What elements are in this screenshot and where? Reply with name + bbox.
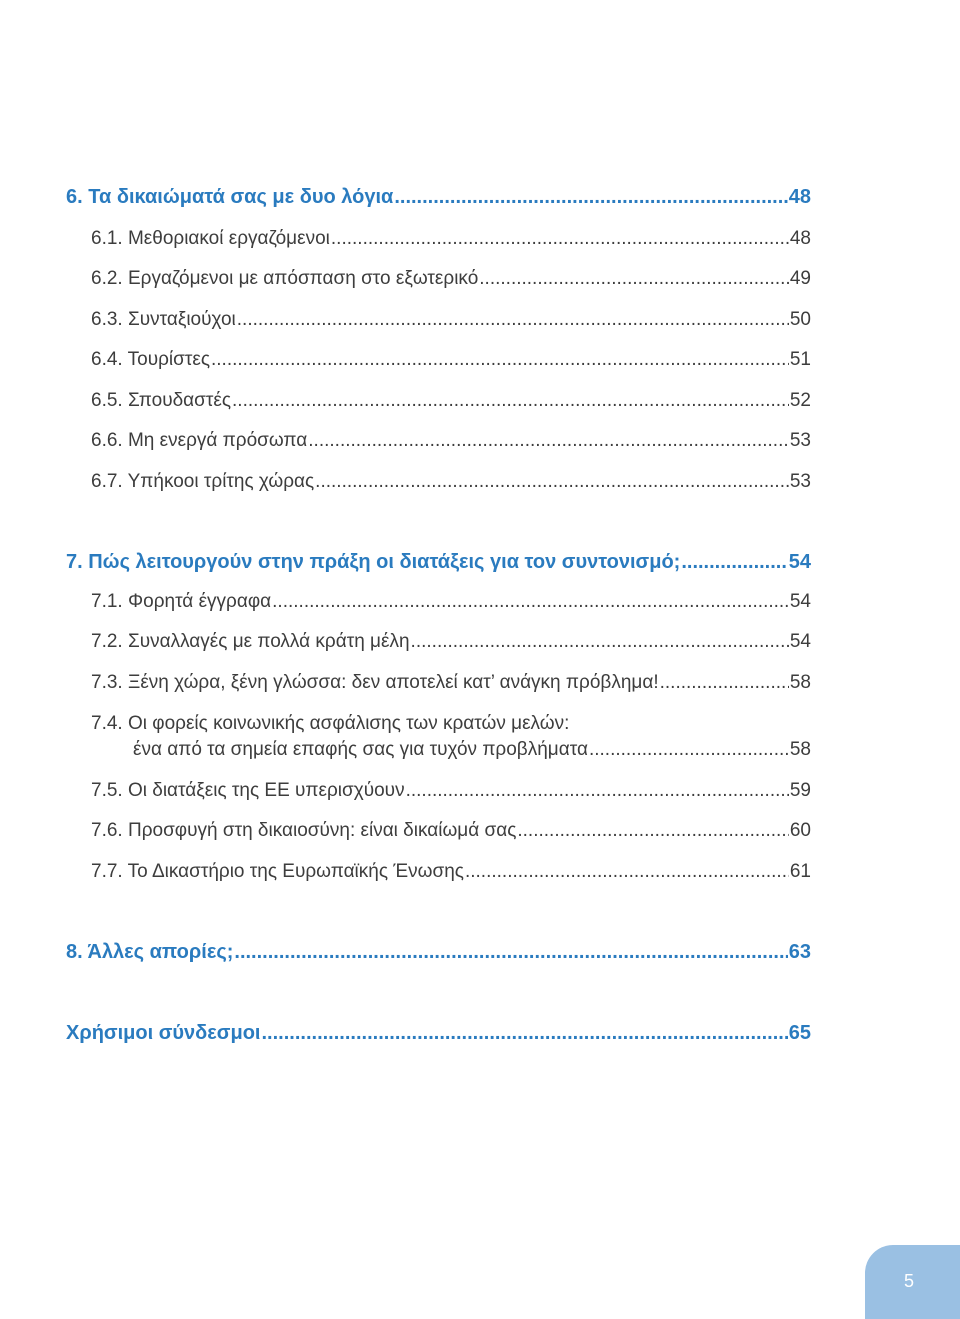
toc-page-number: 50 — [789, 309, 811, 330]
dot-leader — [232, 390, 789, 412]
toc-page-number: 48 — [788, 186, 811, 208]
page-number: 5 — [904, 1271, 915, 1291]
toc-page-number: 54 — [789, 591, 811, 612]
toc-item[interactable] — [91, 430, 811, 452]
toc-chapter-8[interactable] — [66, 941, 811, 964]
dot-leader — [517, 820, 788, 842]
toc-item-label: 6.7. Υπήκοοι τρίτης χώρας — [91, 471, 315, 492]
dot-leader — [211, 349, 789, 371]
toc-chapter-6[interactable] — [66, 186, 811, 209]
toc-item-label: 6.6. Μη ενεργά πρόσωπα — [91, 430, 308, 451]
toc-item-label: 7.3. Ξένη χώρα, ξένη γλώσσα: δεν αποτελεί κατ’ ανάγκη πρόβλημα! — [91, 672, 659, 693]
toc-page-number: 49 — [789, 268, 811, 289]
toc-item-label: 6.5. Σπουδαστές — [91, 390, 232, 411]
toc-page-number: 58 — [789, 739, 811, 760]
dot-leader — [589, 739, 789, 761]
toc-item[interactable] — [91, 672, 811, 694]
toc-item-label: 7.1. Φορητά έγγραφα — [91, 591, 272, 612]
toc-item[interactable] — [91, 591, 811, 613]
dot-leader — [394, 186, 787, 209]
toc-chapter-label: 7. Πώς λειτουργούν στην πράξη οι διατάξεις για τον συντονισμό; — [66, 551, 681, 573]
toc-item-label: 6.4. Τουρίστες — [91, 349, 210, 370]
dot-leader — [331, 228, 789, 250]
toc-page-number: 54 — [789, 631, 811, 652]
toc-page-number: 59 — [789, 780, 811, 801]
toc-item-label: 6.3. Συνταξιούχοι — [91, 309, 236, 330]
toc-page-number: 63 — [788, 941, 811, 963]
toc-page-number: 60 — [789, 820, 811, 841]
toc-item[interactable] — [91, 268, 811, 290]
dot-leader — [315, 471, 789, 493]
toc-item-label: 6.2. Εργαζόμενοι με απόσπαση στο εξωτερικό — [91, 268, 479, 289]
toc-item-label: 7.5. Οι διατάξεις της ΕΕ υπερισχύουν — [91, 780, 405, 801]
toc-page-number: 65 — [788, 1022, 811, 1044]
toc-item-label: 7.2. Συναλλαγές με πολλά κράτη μέλη — [91, 631, 410, 652]
dot-leader — [234, 941, 787, 964]
toc-item[interactable] — [91, 390, 811, 412]
toc-item[interactable] — [91, 861, 811, 883]
toc-item[interactable] — [133, 739, 811, 761]
dot-leader — [479, 268, 789, 290]
toc-item[interactable] — [91, 471, 811, 493]
toc-page-number: 53 — [789, 430, 811, 451]
toc-chapter-7[interactable] — [66, 551, 811, 574]
toc-item[interactable] — [91, 349, 811, 371]
dot-leader — [406, 780, 789, 802]
dot-leader — [272, 591, 789, 613]
dot-leader — [237, 309, 789, 331]
toc-page-number: 54 — [788, 551, 811, 573]
toc-chapter-label: 6. Τα δικαιώματά σας με δυο λόγια — [66, 186, 394, 208]
toc-item-label: 7.6. Προσφυγή στη δικαιοσύνη: είναι δικαίωμά σας — [91, 820, 517, 841]
toc-item-first-line[interactable]: 7.4. Οι φορείς κοινωνικής ασφάλισης των κρατών μελών: — [91, 713, 570, 734]
toc-page-number: 52 — [789, 390, 811, 411]
toc-page-number: 48 — [789, 228, 811, 249]
toc-item[interactable] — [91, 309, 811, 331]
toc-item-label: 6.1. Μεθοριακοί εργαζόμενοι — [91, 228, 330, 249]
toc-item-label: 7.7. Το Δικαστήριο της Ευρωπαϊκής Ένωσης — [91, 861, 464, 882]
toc-page-number: 58 — [789, 672, 811, 693]
toc-item[interactable] — [91, 228, 811, 250]
toc-item[interactable] — [91, 631, 811, 653]
toc-item[interactable] — [91, 820, 811, 842]
dot-leader — [308, 430, 789, 452]
dot-leader — [411, 631, 789, 653]
toc-page-number: 61 — [789, 861, 811, 882]
dot-leader — [660, 672, 789, 694]
toc-page-number: 51 — [789, 349, 811, 370]
dot-leader — [262, 1022, 788, 1045]
dot-leader — [681, 551, 787, 574]
toc-useful-links[interactable] — [66, 1022, 811, 1045]
toc-chapter-label: Χρήσιμοι σύνδεσμοι — [66, 1022, 261, 1044]
dot-leader — [465, 861, 789, 883]
toc-item-label: ένα από τα σημεία επαφής σας για τυχόν προβλήματα — [133, 739, 588, 760]
toc-chapter-label: 8. Άλλες απορίες; — [66, 941, 234, 963]
toc-page-number: 53 — [789, 471, 811, 492]
toc-item[interactable] — [91, 780, 811, 802]
